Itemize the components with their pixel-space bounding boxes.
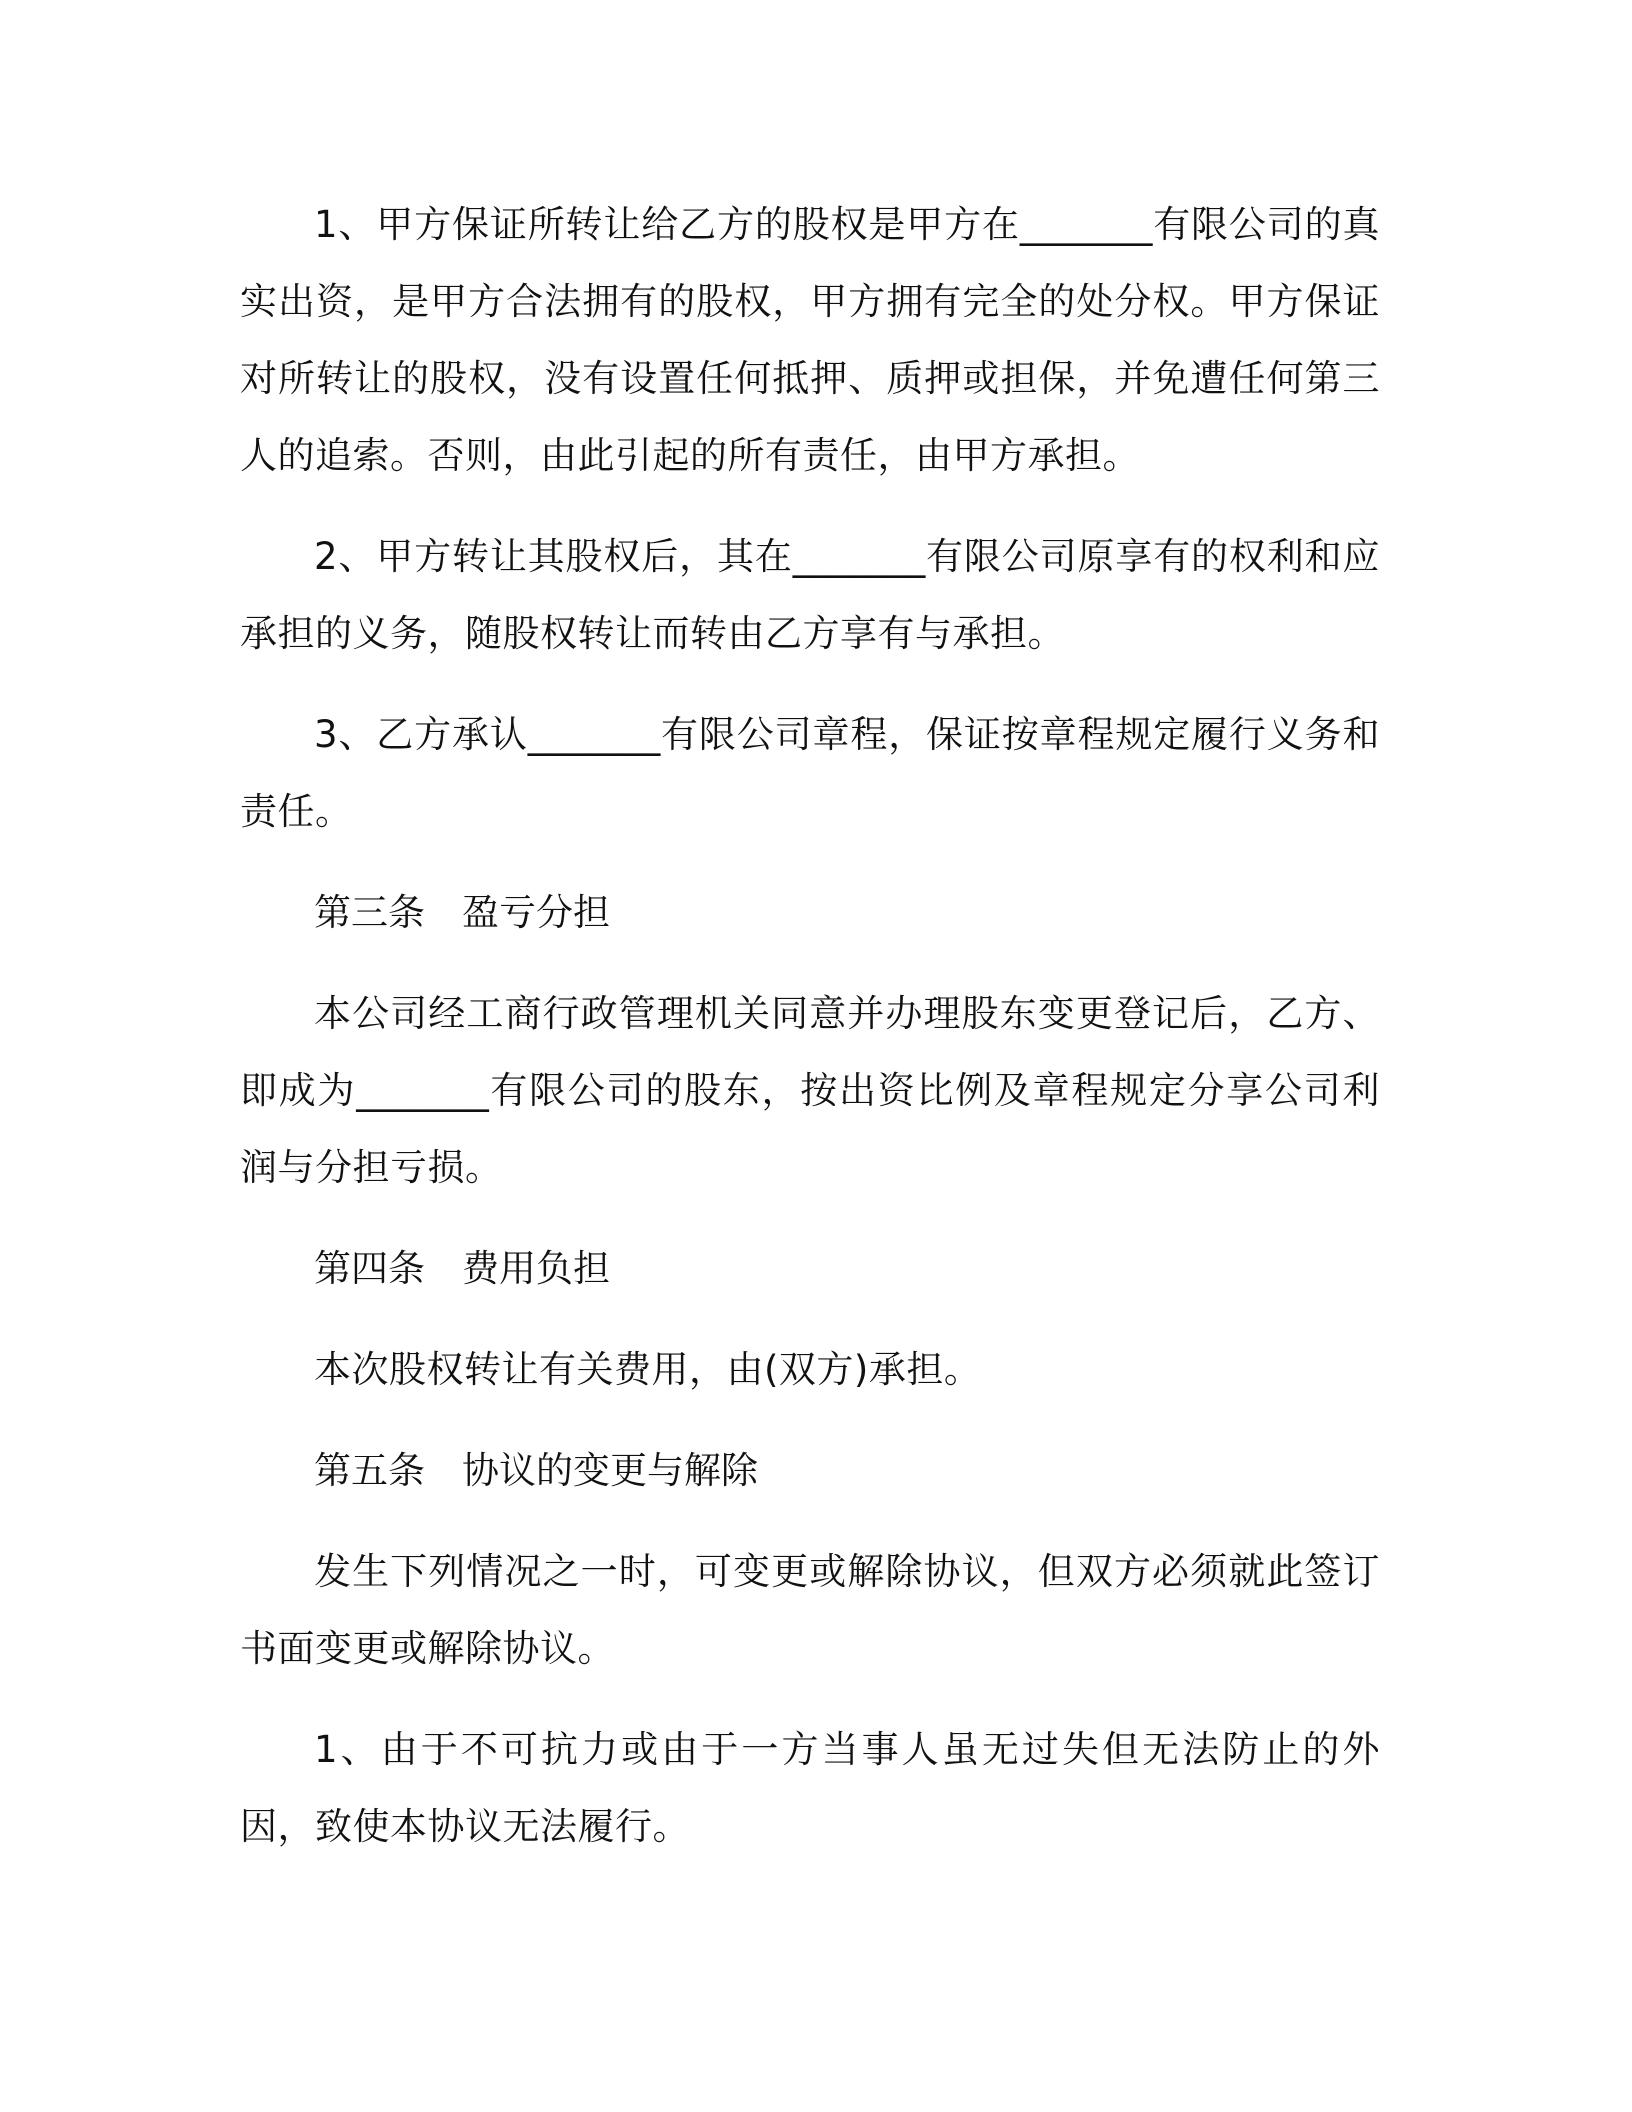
article-5-body: 发生下列情况之一时，可变更或解除协议，但双方必须就此签订书面变更或解除协议。 [240, 1550, 1380, 1670]
clause-2-item-2: 2、甲方转让其股权后，其在_______有限公司原享有的权利和应承担的义务，随股权转让而转由乙方享有与承担。 [240, 535, 1380, 655]
article-5-item-1: 1、由于不可抗力或由于一方当事人虽无过失但无法防止的外因，致使本协议无法履行。 [240, 1728, 1380, 1848]
article-3-body: 本公司经工商行政管理机关同意并办理股东变更登记后，乙方、即成为_______有限公司的股东，按出资比例及章程规定分享公司利润与分担亏损。 [240, 992, 1380, 1189]
article-5-heading: 第五条 协议的变更与解除 [314, 1449, 758, 1492]
article-4-heading: 第四条 费用负担 [314, 1247, 610, 1290]
document-body [240, 186, 1380, 1889]
clause-2-item-1: 1、甲方保证所转让给乙方的股权是甲方在_______有限公司的真实出资，是甲方合法拥有的股权，甲方拥有完全的处分权。甲方保证对所转让的股权，没有设置任何抵押、质押或担保，并免遭任何第三人的追索。否则，由此引起的所有责任，由甲方承担。 [240, 203, 1380, 477]
clause-2-item-3: 3、乙方承认_______有限公司章程，保证按章程规定履行义务和责任。 [240, 713, 1380, 833]
article-3-heading: 第三条 盈亏分担 [314, 891, 610, 934]
article-4-body: 本次股权转让有关费用，由(双方)承担。 [314, 1348, 982, 1391]
